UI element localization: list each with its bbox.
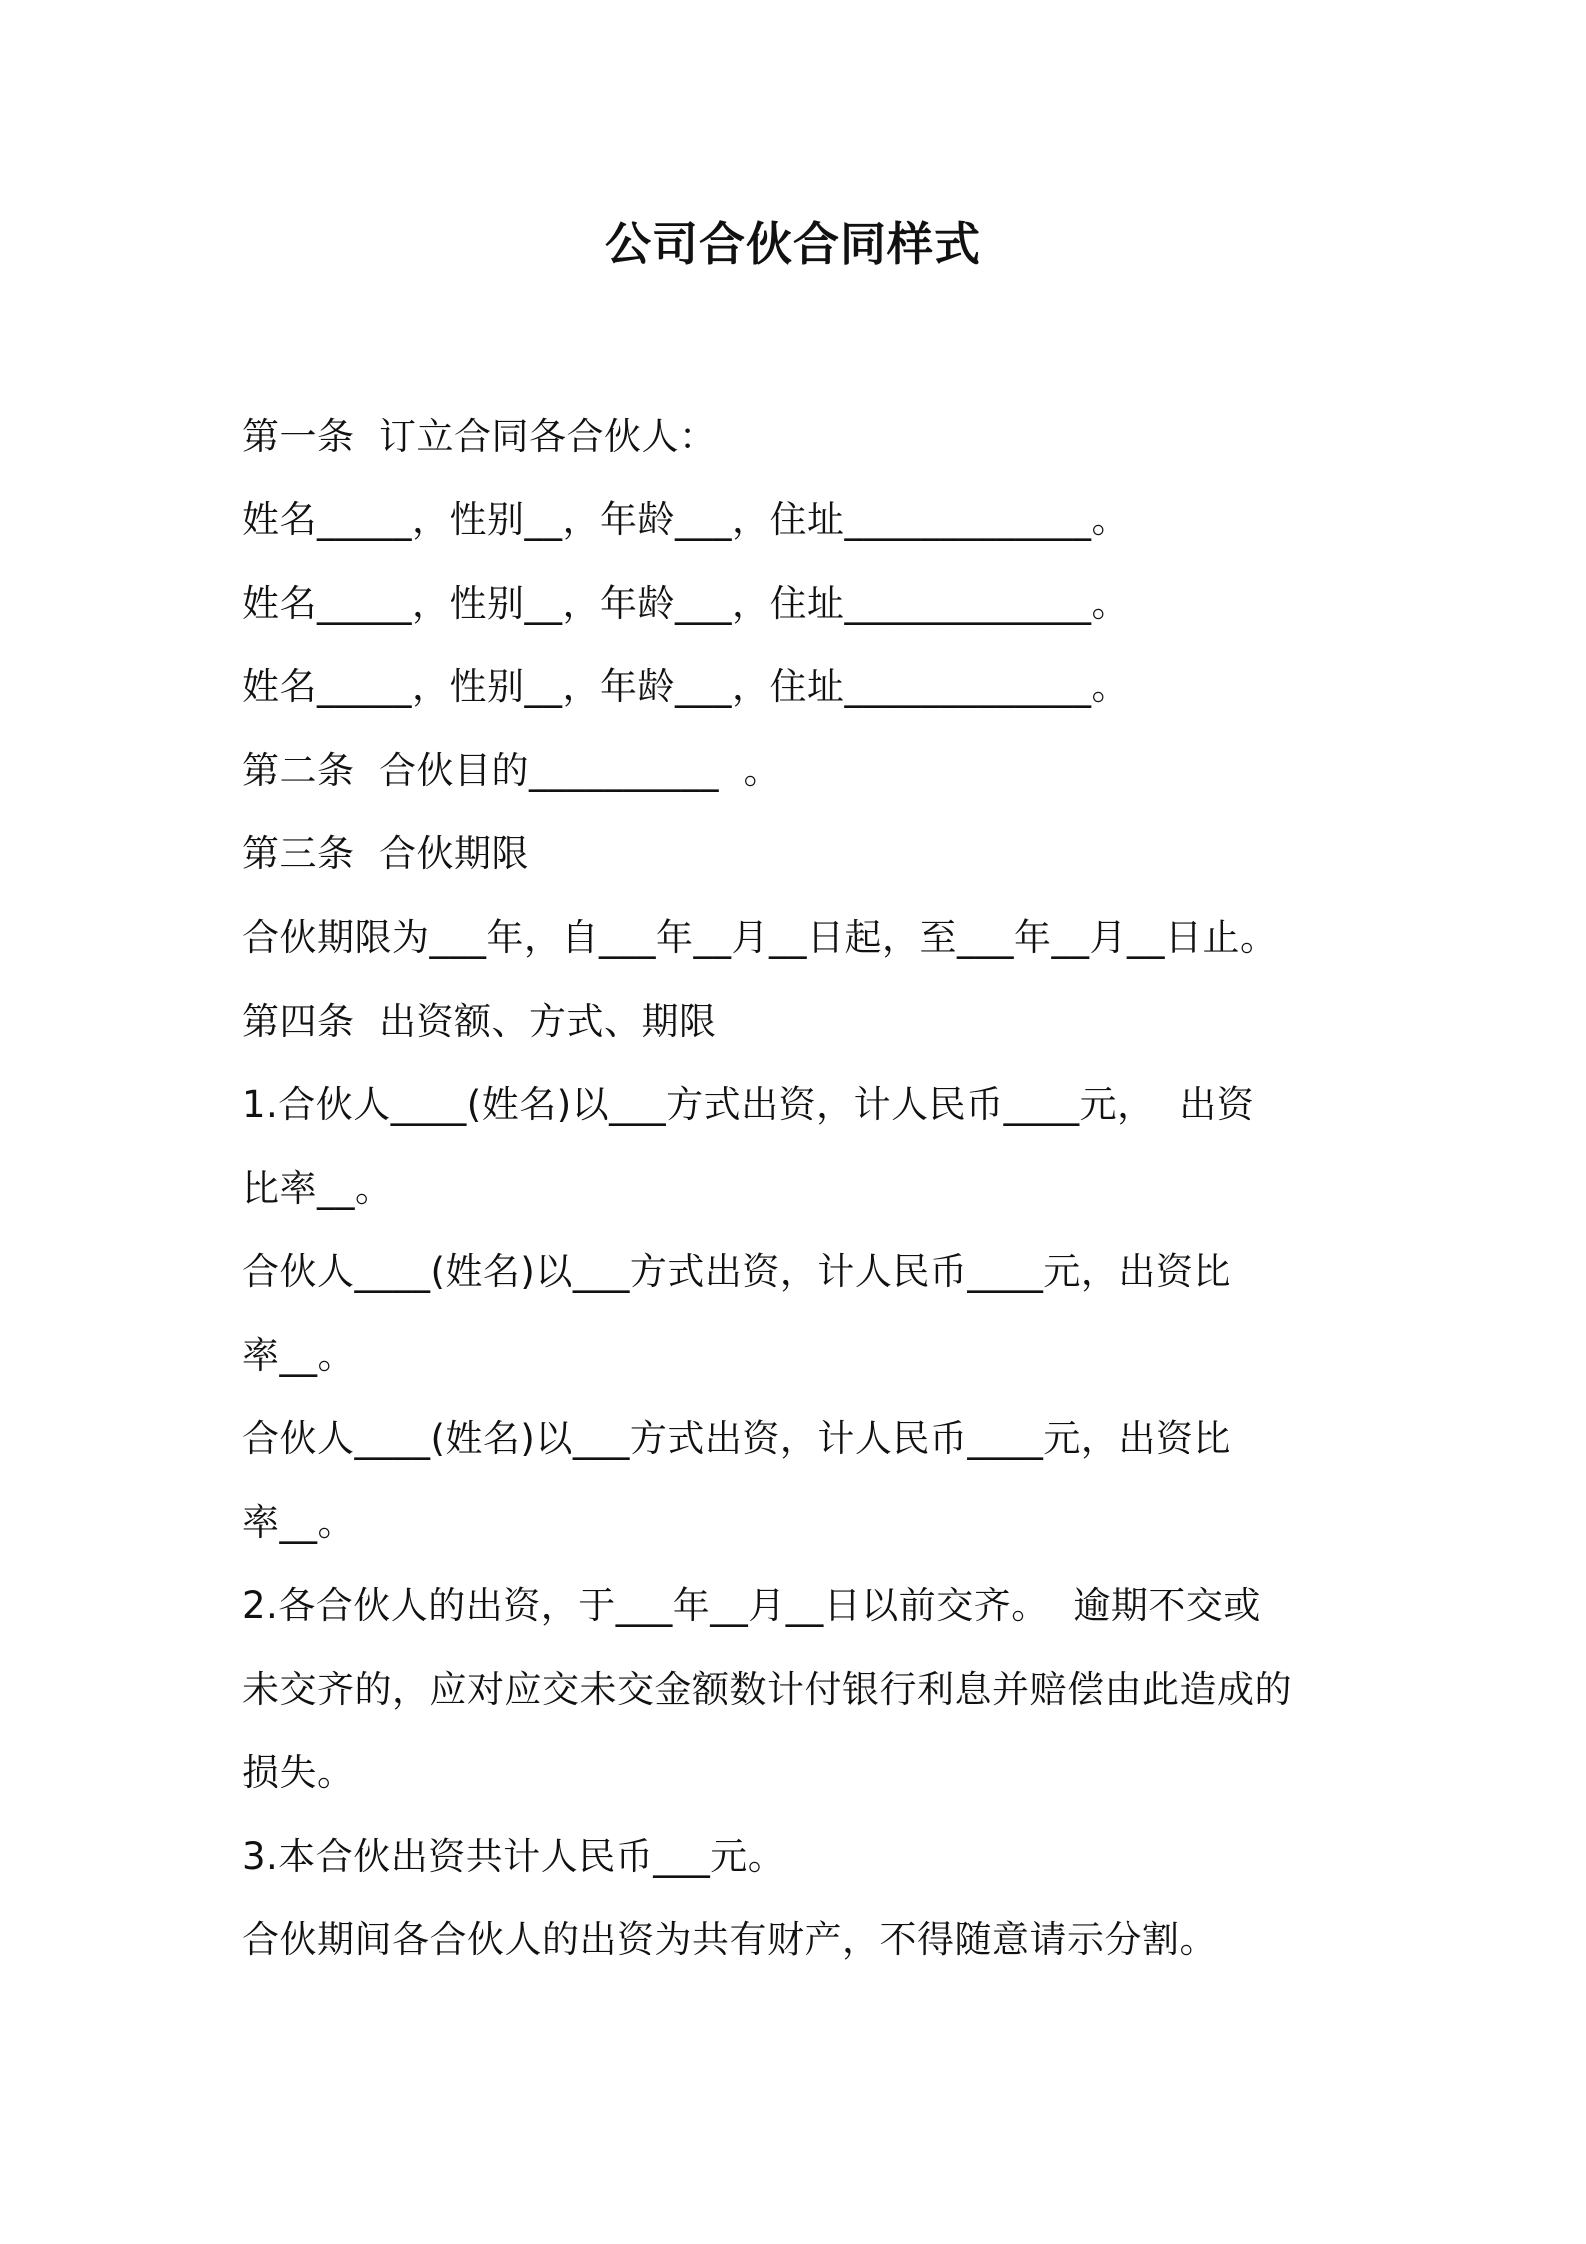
payment-deadline-line-2: 未交齐的，应对应交未交金额数计付银行利息并赔偿由此造成的 [242,1668,1292,1711]
article-3-heading: 第三条 合伙期限 [242,832,530,875]
common-property-line: 合伙期间各合伙人的出资为共有财产，不得随意请示分割。 [242,1918,1217,1961]
contribution-line-2b: 率__。 [242,1334,355,1377]
total-contribution-line: 3.本合伙出资共计人民币___元。 [242,1835,786,1878]
article-4-heading: 第四条 出资额、方式、期限 [242,1000,717,1043]
partnership-term-line: 合伙期限为___年，自___年__月__日起，至___年__月__日止。 [242,916,1278,959]
article-1-heading: 第一条 订立合同各合伙人： [242,415,717,458]
contribution-line-1b: 比率__。 [242,1167,393,1210]
partner-info-line-3: 姓名_____，性别__，年龄___，住址_____________。 [242,665,1129,708]
payment-deadline-line-3: 损失。 [242,1751,355,1794]
contribution-line-3a: 合伙人____(姓名)以___方式出资，计人民币____元，出资比 [242,1417,1231,1460]
partner-info-line-1: 姓名_____，性别__，年龄___，住址_____________。 [242,498,1129,541]
document-title: 公司合伙合同样式 [605,217,981,271]
contribution-line-1a: 1.合伙人____(姓名)以___方式出资，计人民币____元， 出资 [242,1083,1255,1126]
contribution-line-3b: 率__。 [242,1501,355,1544]
contribution-line-2a: 合伙人____(姓名)以___方式出资，计人民币____元，出资比 [242,1250,1231,1293]
payment-deadline-line-1: 2.各合伙人的出资，于___年__月__日以前交齐。 逾期不交或 [242,1584,1261,1627]
partner-info-line-2: 姓名_____，性别__，年龄___，住址_____________。 [242,582,1129,625]
article-2-heading: 第二条 合伙目的__________ 。 [242,749,782,792]
